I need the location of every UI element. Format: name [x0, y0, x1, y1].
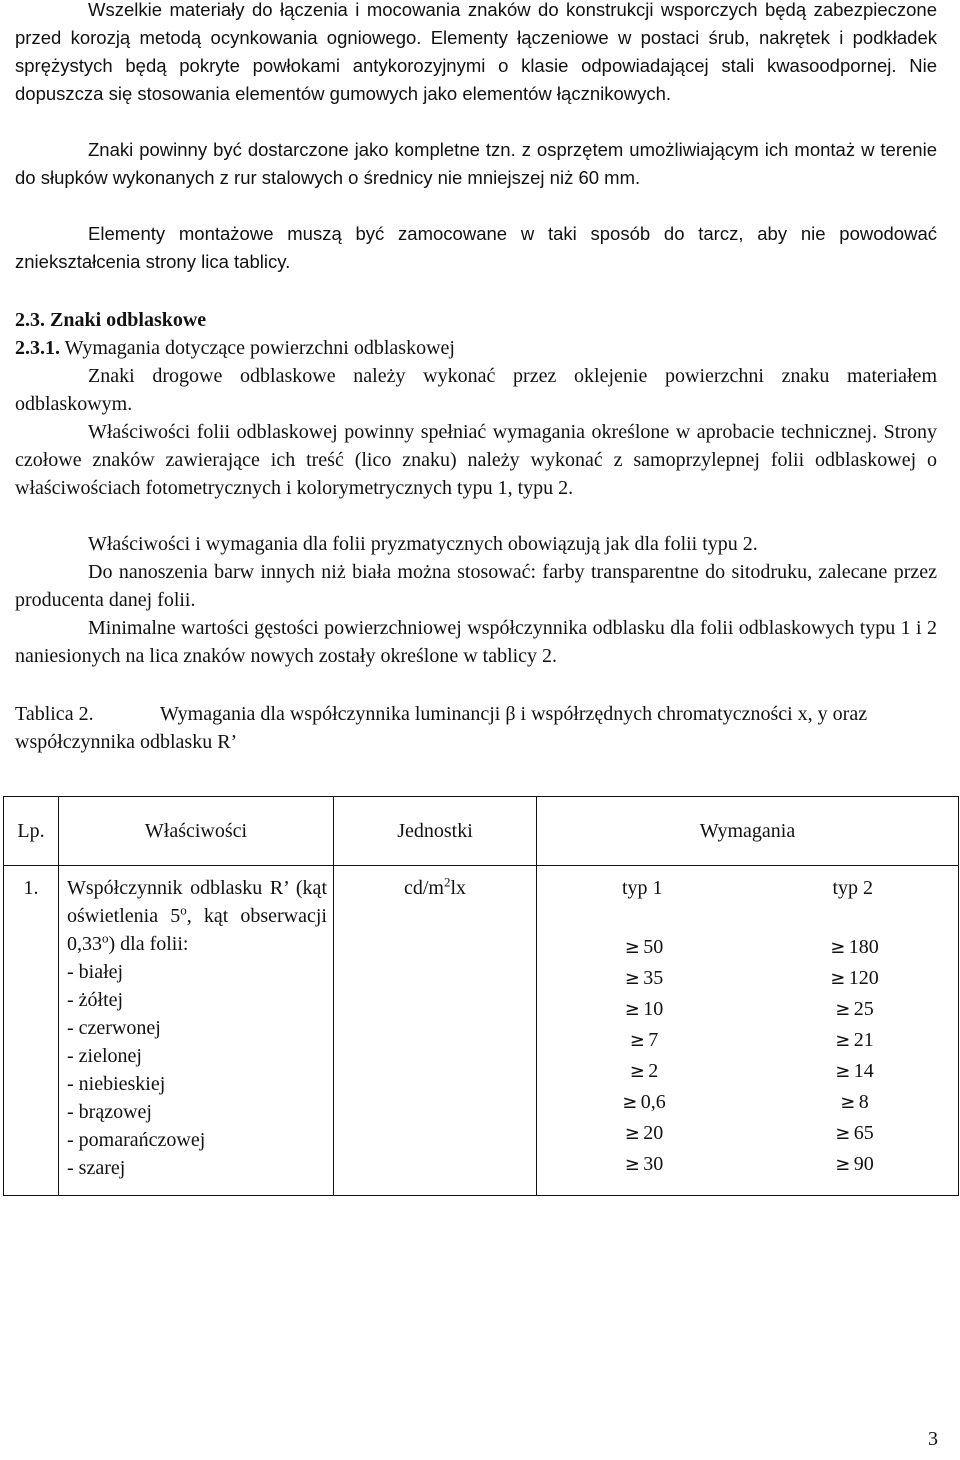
color-list-item: - zielonej [67, 1045, 142, 1067]
cell-units [334, 866, 537, 1196]
requirement-value [748, 1118, 959, 1149]
requirement-value [537, 1087, 748, 1118]
requirement-number: 180 [848, 936, 879, 958]
type1-column [537, 874, 748, 1180]
requirement-value [537, 1056, 748, 1087]
color-list-item: - czerwonej [67, 1017, 161, 1039]
requirement-value [748, 1087, 959, 1118]
property-sup-1: o [180, 902, 187, 918]
greater-equal-icon: ≥ [624, 1154, 640, 1175]
requirement-value [537, 994, 748, 1025]
paragraph-signs-complete: Znaki powinny być dostarczone jako kompletne tzn. z osprzętem umożliwiającym ich montaż w terenie do słupków wykonanych z rur stalowych o średnicy nie mniejszej niż 60 mm. [15, 139, 937, 188]
paragraph-minimal-values: Minimalne wartości gęstości powierzchniowej współczynnika odblasku dla folii odblaskowych typu 1 i 2 naniesionych na lica znaków nowych zostały określone w tablicy 2. [15, 617, 937, 667]
requirement-number: 120 [848, 967, 879, 989]
header-units: Jednostki [334, 797, 537, 866]
requirement-number: 65 [853, 1122, 874, 1144]
property-text-3: ) dla folii: [108, 933, 189, 955]
property-sup-2: o [102, 930, 109, 946]
requirement-number: 90 [853, 1153, 874, 1175]
cell-lp: 1. [4, 866, 59, 1196]
property-text-2: , kąt obserwacji 0,33 [67, 905, 327, 955]
requirement-value [748, 1025, 959, 1056]
requirement-value [748, 994, 959, 1025]
subsection-title: Wymagania dotyczące powierzchni odblaskowej [60, 337, 455, 359]
paragraph-foil-properties: Właściwości folii odblaskowej powinny spełniać wymagania określone w aprobacie technicznej. Strony czołowe znaków zawierające ich treść (lico znaku) należy wykonać z samoprzylepnej folii odblaskowej o właściwościach fotometrycznych i kolorymetrycznych typu 1, typu 2. [15, 421, 937, 499]
requirement-value [537, 963, 748, 994]
requirements-table [3, 796, 959, 1196]
color-list-item: - szarej [67, 1157, 126, 1179]
greater-equal-icon: ≥ [835, 999, 851, 1020]
requirement-number: 7 [648, 1029, 659, 1051]
paragraph-prismatic: Właściwości i wymagania dla folii pryzmatycznych obowiązują jak dla folii typu 2. [88, 533, 758, 555]
requirement-value [748, 963, 959, 994]
type1-label: typ 1 [621, 877, 663, 899]
color-list-item: - żółtej [67, 989, 124, 1011]
subsection-number: 2.3.1. [15, 337, 60, 359]
requirement-number: 20 [643, 1122, 664, 1144]
greater-equal-icon: ≥ [830, 937, 846, 958]
table-caption-text: Wymagania dla współczynnika luminancji β i współrzędnych chromatyczności x, y oraz współczynnika odblasku R’ [15, 703, 868, 753]
requirement-value [537, 1025, 748, 1056]
requirement-value [748, 1149, 959, 1180]
table-row [4, 866, 959, 1196]
paragraph-mounting: Elementy montażowe muszą być zamocowane w taki sposób do tarcz, aby nie powodować zniekształcenia strony lica tablicy. [15, 223, 937, 272]
greater-equal-icon: ≥ [840, 1092, 856, 1113]
header-properties: Właściwości [59, 797, 334, 866]
greater-equal-icon: ≥ [835, 1123, 851, 1144]
property-text-1: Współczynnik odblasku R’ (kąt oświetlenia 5 [67, 877, 327, 927]
requirement-number: 30 [643, 1153, 664, 1175]
greater-equal-icon: ≥ [622, 1092, 638, 1113]
table-caption-label: Tablica 2. [15, 703, 94, 725]
requirement-number: 14 [853, 1060, 874, 1082]
requirement-number: 35 [643, 967, 664, 989]
color-list-item: - brązowej [67, 1101, 152, 1123]
requirement-number: 21 [853, 1029, 874, 1051]
type2-label: typ 2 [832, 877, 874, 899]
greater-equal-icon: ≥ [624, 999, 640, 1020]
unit-base: cd/m [403, 877, 444, 899]
greater-equal-icon: ≥ [830, 968, 846, 989]
color-list [67, 958, 327, 1182]
color-list-item: - niebieskiej [67, 1073, 166, 1095]
greater-equal-icon: ≥ [624, 937, 640, 958]
paragraph-reflective: Znaki drogowe odblaskowe należy wykonać przez oklejenie powierzchni znaku materiałem odblaskowym. [15, 365, 937, 415]
property-description [67, 874, 327, 958]
requirement-value [537, 1118, 748, 1149]
color-list-item: - pomarańczowej [67, 1129, 206, 1151]
greater-equal-icon: ≥ [835, 1061, 851, 1082]
page-number: 3 [928, 1428, 938, 1450]
greater-equal-icon: ≥ [624, 1123, 640, 1144]
greater-equal-icon: ≥ [629, 1030, 645, 1051]
paragraph-colors: Do nanoszenia barw innych niż biała można stosować: farby transparentne do sitodruku, zalecane przez producenta danej folii. [15, 561, 937, 611]
table-header-row [4, 797, 959, 866]
greater-equal-icon: ≥ [624, 968, 640, 989]
table-caption [15, 700, 937, 756]
section-heading: 2.3. Znaki odblaskowe [15, 309, 207, 331]
requirements-grid [537, 874, 958, 1180]
requirement-value [748, 1056, 959, 1087]
greater-equal-icon: ≥ [629, 1061, 645, 1082]
requirement-value [537, 1149, 748, 1180]
requirement-value [748, 932, 959, 963]
type2-column [748, 874, 959, 1180]
requirement-number: 25 [853, 998, 874, 1020]
unit-tail: lx [450, 877, 467, 899]
cell-properties [59, 866, 334, 1196]
subsection-heading [15, 334, 455, 362]
greater-equal-icon: ≥ [835, 1154, 851, 1175]
paragraph-fasteners: Wszelkie materiały do łączenia i mocowania znaków do konstrukcji wsporczych będą zabezpieczone przed korozją metodą ocynkowania ogniowego. Elementy łączeniowe w postaci śrub, nakrętek i podkładek sprężystych będą pokryte powłokami antykorozyjnymi o klasie odpowiadającej stali kwasoodpornej. Nie dopuszcza się stosowania elementów gumowych jako elementów łącznikowych. [15, 0, 937, 104]
header-requirements: Wymagania [537, 797, 959, 866]
requirement-value [537, 932, 748, 963]
color-list-item: - białej [67, 961, 124, 983]
requirement-number: 0,6 [640, 1091, 666, 1113]
requirement-number: 50 [643, 936, 664, 958]
greater-equal-icon: ≥ [835, 1030, 851, 1051]
cell-requirements [537, 866, 959, 1196]
requirement-number: 10 [643, 998, 664, 1020]
unit-sup: 2 [443, 874, 451, 890]
requirement-number: 2 [648, 1060, 659, 1082]
header-lp: Lp. [4, 797, 59, 866]
requirement-number: 8 [858, 1091, 869, 1113]
